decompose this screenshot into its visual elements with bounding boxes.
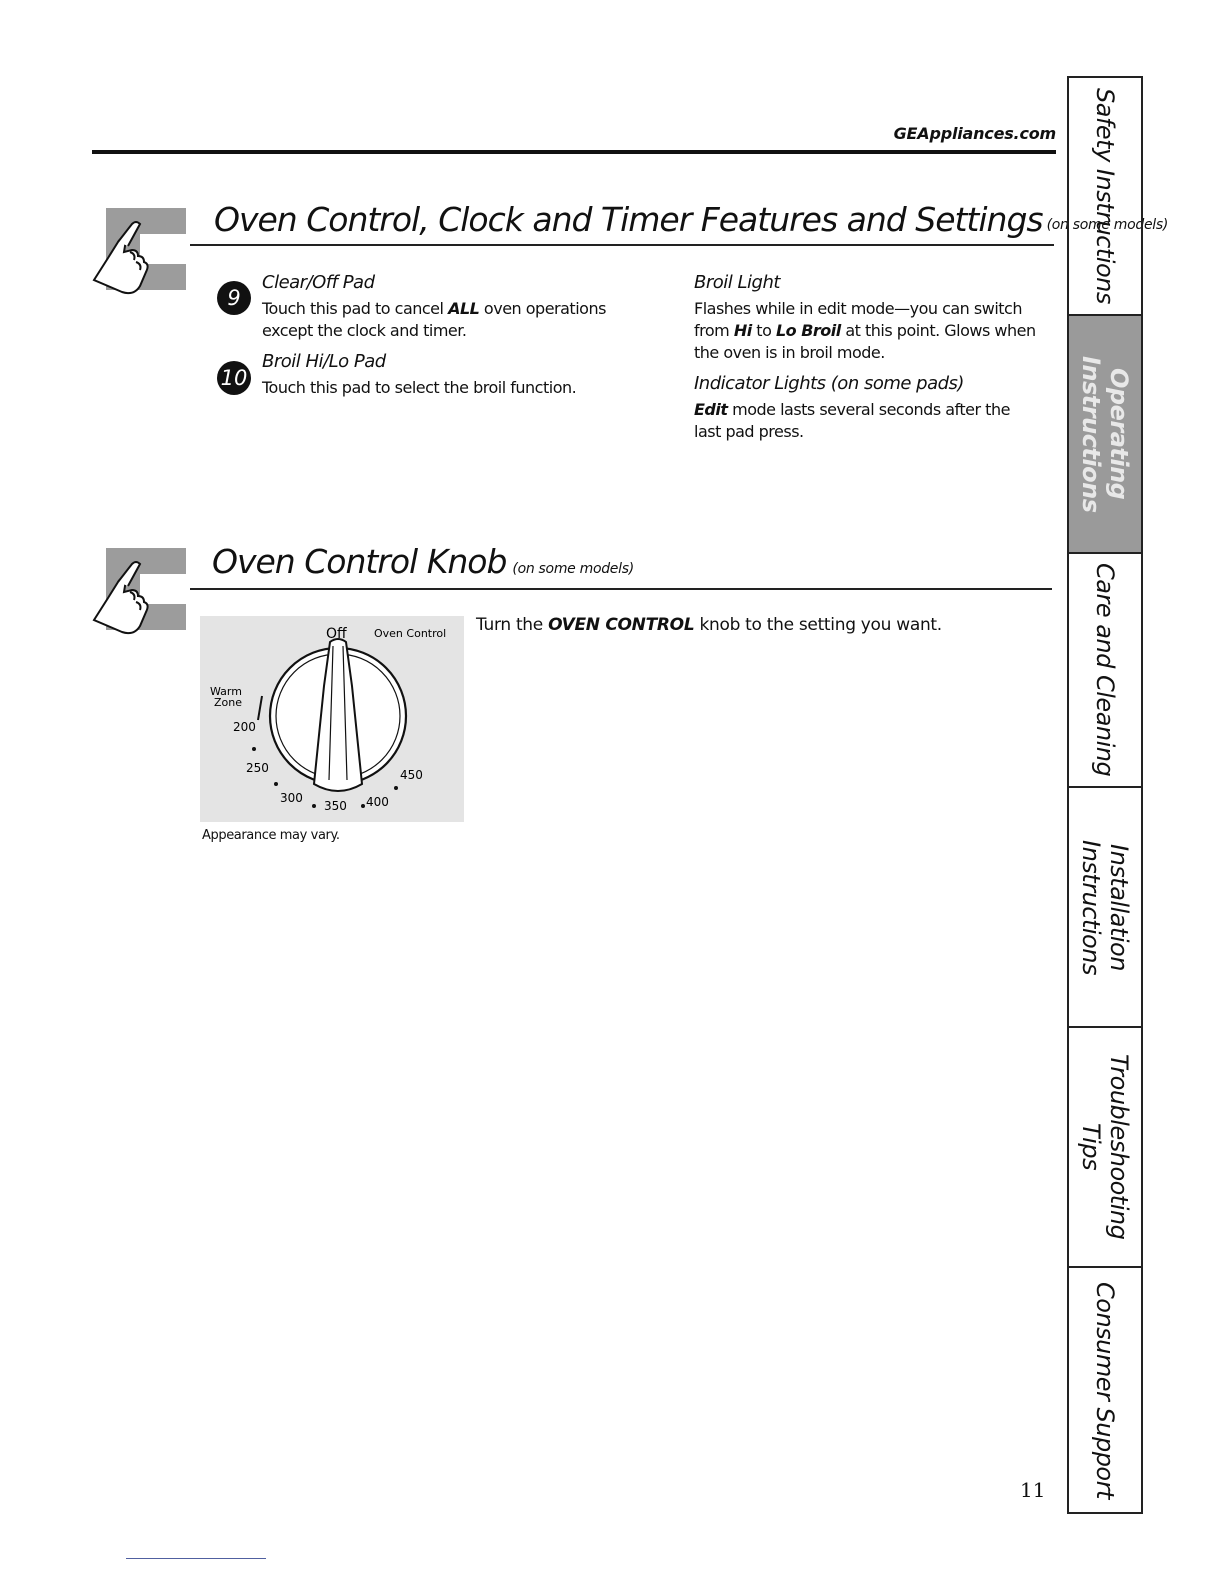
broil-light-description: Flashes while in edit mode—you can switch from Hi to Lo Broil at this point. Glows when the oven is in broil mode. bbox=[694, 299, 1036, 362]
item-number-badge: 9 bbox=[217, 281, 251, 315]
knob-label-350: 350 bbox=[324, 799, 347, 813]
page-number: 11 bbox=[1020, 1478, 1046, 1502]
tab-troubleshooting-tips[interactable] bbox=[1069, 1028, 1141, 1268]
tab-label: Care and Cleaning bbox=[1091, 563, 1119, 777]
section-title: Oven Control Knob bbox=[212, 542, 507, 581]
figure-caption: Appearance may vary. bbox=[202, 828, 340, 843]
tab-operating-instructions[interactable] bbox=[1069, 316, 1141, 554]
section-subtitle: (on some models) bbox=[512, 561, 634, 577]
section-title: Oven Control, Clock and Timer Features and Settings bbox=[214, 200, 1043, 239]
knob-label-zone: Zone bbox=[214, 696, 243, 709]
section-rule bbox=[190, 244, 1054, 246]
tab-care-and-cleaning[interactable] bbox=[1069, 554, 1141, 788]
knob-label-250: 250 bbox=[246, 761, 269, 775]
knob-instruction: Turn the OVEN CONTROL knob to the setting you want. bbox=[476, 615, 942, 635]
header-rule bbox=[92, 150, 1056, 154]
item-title: Broil Hi/Lo Pad bbox=[262, 351, 386, 372]
section-subtitle: (on some models) bbox=[1046, 217, 1169, 233]
knob-label-450: 450 bbox=[400, 768, 423, 782]
knob-label-300: 300 bbox=[280, 791, 303, 805]
oven-control-knob-figure bbox=[200, 616, 464, 822]
item-description: Touch this pad to select the broil function. bbox=[262, 378, 577, 397]
knob-label-400: 400 bbox=[366, 795, 389, 809]
tab-installation-instructions[interactable] bbox=[1069, 788, 1141, 1028]
item-number-badge: 10 bbox=[217, 361, 251, 395]
section-heading bbox=[212, 542, 634, 581]
tab-label: Consumer Support bbox=[1091, 1281, 1119, 1499]
website-url: GEAppliances.com bbox=[893, 124, 1056, 143]
knob-label-off: Off bbox=[326, 626, 347, 642]
tab-label: Troubleshooting Tips bbox=[1077, 1054, 1133, 1240]
tab-label: Installation Instructions bbox=[1077, 839, 1133, 975]
item-description: Touch this pad to cancel ALL oven operations except the clock and timer. bbox=[262, 299, 606, 340]
indicator-lights-description: Edit mode lasts several seconds after the last pad press. bbox=[694, 400, 1010, 441]
tab-consumer-support[interactable] bbox=[1069, 1268, 1141, 1512]
section-heading bbox=[214, 200, 1168, 239]
hand-pointer-icon bbox=[88, 546, 188, 636]
broil-light-title: Broil Light bbox=[694, 272, 780, 293]
footer-line bbox=[126, 1558, 266, 1559]
section-rule bbox=[190, 588, 1052, 590]
hand-pointer-icon bbox=[88, 206, 188, 296]
knob-label-oven-control: Oven Control bbox=[374, 627, 447, 640]
indicator-lights-title: Indicator Lights (on some pads) bbox=[694, 373, 964, 394]
tab-safety-instructions[interactable] bbox=[1069, 78, 1141, 316]
tab-label: Operating Instructions bbox=[1077, 355, 1133, 513]
tab-label: Safety Instructions bbox=[1091, 88, 1119, 304]
knob-label-200: 200 bbox=[233, 720, 256, 734]
knob-label-warm: Warm bbox=[210, 685, 242, 698]
item-title: Clear/Off Pad bbox=[262, 272, 375, 293]
